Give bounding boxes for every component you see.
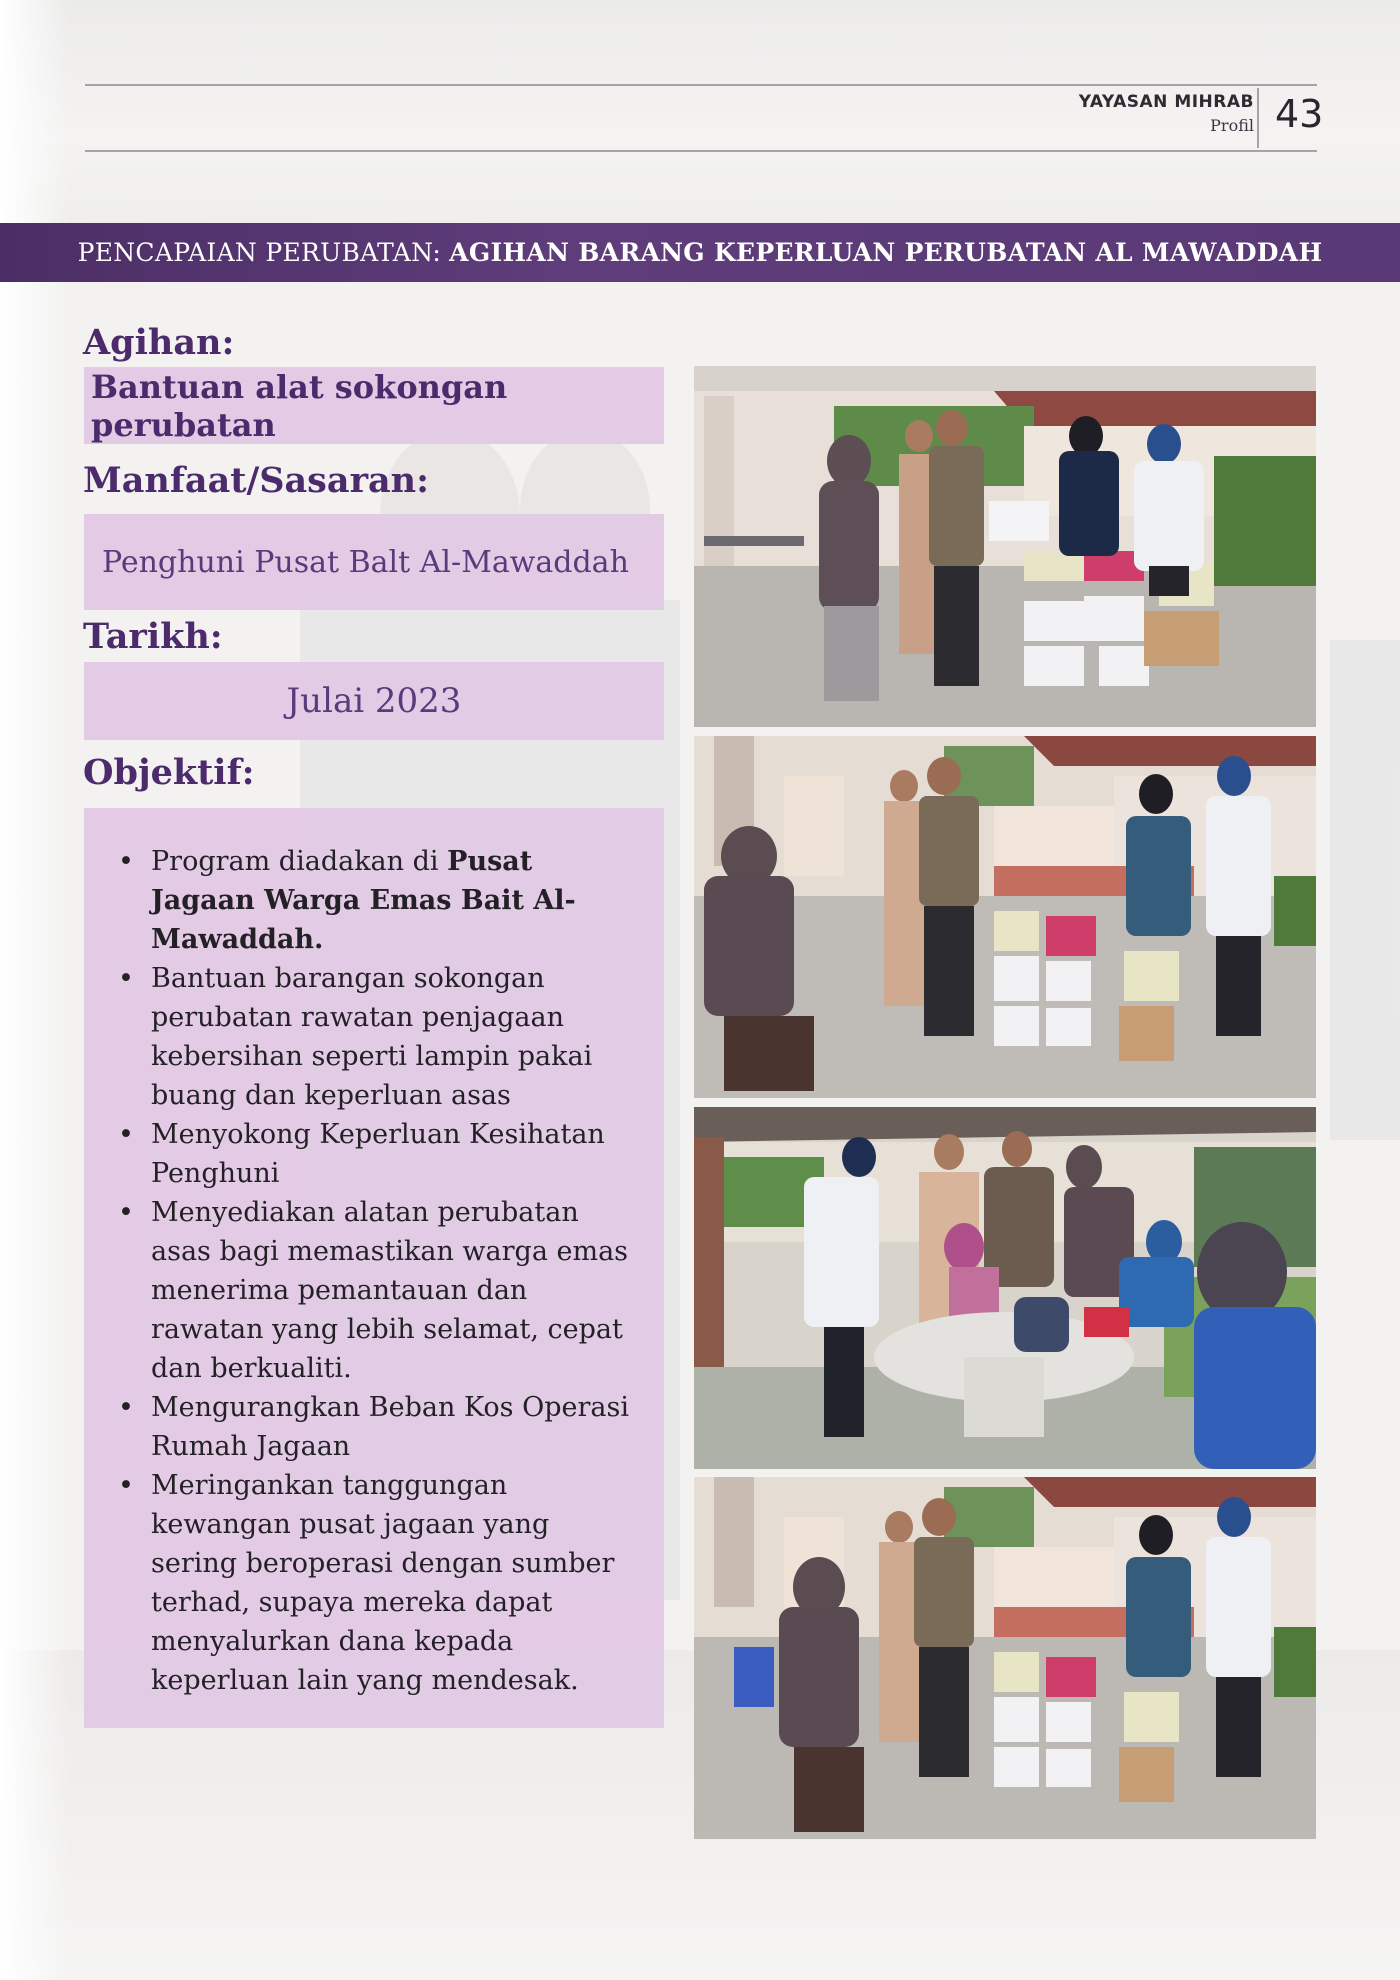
header-divider [1257,88,1259,148]
header-brand [1079,92,1254,135]
objektif-box [84,808,664,1728]
list-item-text: Mengurangkan Beban Kos Operasi Rumah Jagaan [151,1392,629,1462]
background-faded-figure [1330,640,1400,1140]
photo-handover-2 [694,736,1316,1098]
photo-handover-3 [694,1477,1316,1839]
list-item-text: Program diadakan di [151,846,448,877]
objektif-list [84,808,664,1700]
section-banner [0,223,1400,282]
brand-name: YAYASAN MIHRAB [1078,92,1254,112]
list-item-text: Menyediakan alatan perubatan asas bagi memastikan warga emas menerima pemantauan dan rawatan yang lebih selamat, cepat dan berkualiti. [151,1197,629,1384]
bullet-icon: • [118,1197,134,1228]
objektif-label: Objektif: [83,752,255,793]
photo-visit-residents [694,1107,1316,1469]
manfaat-value: Penghuni Pusat Balt Al-Mawaddah [84,514,664,610]
manfaat-label: Manfaat/Sasaran: [83,460,430,501]
bullet-icon: • [118,1392,134,1423]
banner-title: AGIHAN BARANG KEPERLUAN PERUBATAN AL MAWADDAH [449,238,1323,267]
list-item [118,1193,640,1388]
photo-handover-1 [694,366,1316,727]
tarikh-value: Julai 2023 [84,662,664,740]
list-item [118,1115,640,1193]
bullet-icon: • [118,963,134,994]
bullet-icon: • [118,1119,134,1150]
list-item-text: Menyokong Keperluan Kesihatan Penghuni [151,1119,605,1189]
list-item-text: Meringankan tanggungan kewangan pusat jagaan yang sering beroperasi dengan sumber terhad, supaya mereka dapat menyalurkan dana kepada keperluan lain yang mendesak. [151,1470,615,1696]
list-item [118,842,640,959]
page-number: 43 [1275,92,1324,136]
left-fade [0,0,70,1980]
list-item [118,1388,640,1466]
list-item-bold-text: Pusat Jagaan Warga Emas Bait Al-Mawaddah. [151,846,576,955]
banner-prefix: PENCAPAIAN PERUBATAN: [77,238,442,267]
bullet-icon: • [118,1470,134,1501]
tarikh-label: Tarikh: [83,616,223,657]
agihan-value: Bantuan alat sokongan perubatan [84,367,664,444]
section-name: Profil [1210,116,1254,135]
list-item [118,959,640,1115]
agihan-label: Agihan: [83,322,235,363]
list-item [118,1466,640,1700]
header-bottom-rule [85,150,1317,152]
list-item-text: Bantuan barangan sokongan perubatan rawatan penjagaan kebersihan seperti lampin pakai buang dan keperluan asas [151,963,593,1111]
header-top-rule [85,84,1317,86]
bullet-icon: • [118,846,134,877]
